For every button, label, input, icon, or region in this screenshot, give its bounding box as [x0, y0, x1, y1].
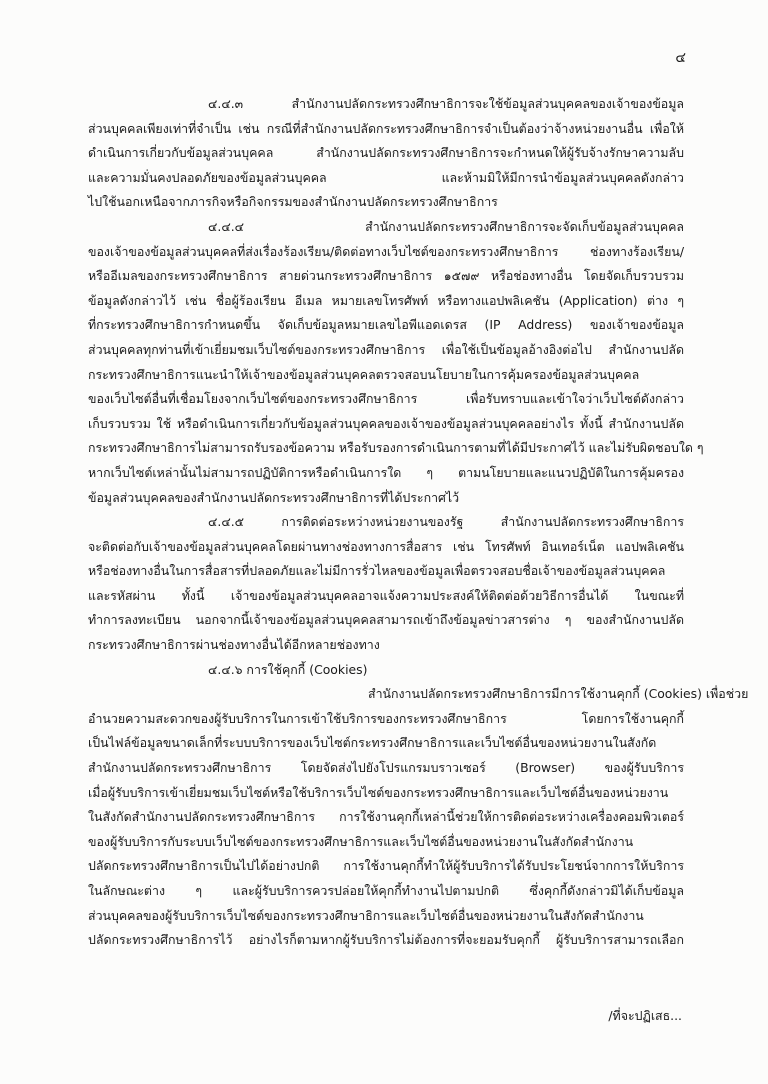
text-line: อำนวยความสะดวกของผู้รับบริการในการเข้าใช้บริการของกระทรวงศึกษาธิการ โดยการใช้งานคุกกี้: [88, 710, 684, 726]
text-line: ข้อมูลดังกล่าวไว้ เช่น ชื่อผู้ร้องเรียน อีเมล หมายเลขโทรศัพท์ หรือทางแอปพลิเคชัน (Application) ต่าง ๆ: [88, 292, 684, 308]
text-line: ๔.๔.๔ สำนักงานปลัดกระทรวงศึกษาธิการจะจัดเก็บข้อมูลส่วนบุคคล: [208, 218, 684, 234]
text-line: เมื่อผู้รับบริการเข้าเยี่ยมชมเว็บไซต์หรือใช้บริการเว็บไซต์ของกระทรวงศึกษาธิการและเว็บไซต์อื่นของหน่วยงาน: [88, 784, 669, 800]
text-line: ส่วนบุคคลทุกท่านที่เข้าเยี่ยมชมเว็บไซต์ของกระทรวงศึกษาธิการ เพื่อใช้เป็นข้อมูลอ้างอิงต่อไป สำนักงานปลัด: [88, 341, 684, 357]
text-line: เป็นไฟล์ข้อมูลขนาดเล็กที่ระบบบริการของเว็บไซต์กระทรวงศึกษาธิการและเว็บไซต์อื่นของหน่วยงานในสังกัด: [88, 735, 657, 751]
text-line: ที่กระทรวงศึกษาธิการกำหนดขึ้น จัดเก็บข้อมูลหมายเลขไอพีแอดเดรส (IP Address) ของเจ้าของข้อมูล: [88, 317, 684, 333]
text-line: ส่วนบุคคลของผู้รับบริการเว็บไซต์ของกระทรวงศึกษาธิการและเว็บไซต์อื่นของหน่วยงานในสังกัดสำนักงาน: [88, 907, 644, 923]
text-line: หรืออีเมลของกระทรวงศึกษาธิการ สายด่วนกระทรวงศึกษาธิการ ๑๕๗๙ หรือช่องทางอื่น โดยจัดเก็บรวบรวม: [88, 268, 684, 284]
text-line: และความมั่นคงปลอดภัยของข้อมูลส่วนบุคคล และห้ามมิให้มีการนำข้อมูลส่วนบุคคลดังกล่าว: [88, 169, 684, 185]
text-line: เก็บรวบรวม ใช้ หรือดำเนินการเกี่ยวกับข้อมูลส่วนบุคคลของเจ้าของข้อมูลส่วนบุคคลอย่างไร ทั้งนี้ สำนักงานปลัด: [88, 415, 684, 431]
text-line: ของเจ้าของข้อมูลส่วนบุคคลที่ส่งเรื่องร้องเรียน/ติดต่อทางเว็บไซต์ของกระทรวงศึกษาธิการ ช่องทางร้องเรียน/: [88, 243, 684, 259]
text-line: สำนักงานปลัดกระทรวงศึกษาธิการมีการใช้งานคุกกี้ (Cookies) เพื่อช่วย: [368, 686, 749, 702]
text-line: ๔.๔.๓ สำนักงานปลัดกระทรวงศึกษาธิการจะใช้ข้อมูลส่วนบุคคลของเจ้าของข้อมูล: [208, 96, 684, 111]
text-line: ทำการลงทะเบียน นอกจากนี้เจ้าของข้อมูลส่วนบุคคลสามารถเข้าถึงข้อมูลข่าวสารต่าง ๆ ของสำนักงานปลัด: [88, 612, 684, 628]
text-line: ในสังกัดสำนักงานปลัดกระทรวงศึกษาธิการ การใช้งานคุกกี้เหล่านี้ช่วยให้การติดต่อระหว่างเครื่องคอมพิวเตอร์: [88, 809, 684, 825]
text-line: ในลักษณะต่าง ๆ และผู้รับบริการควรปล่อยให้คุกกี้ทำงานไปตามปกติ ซึ่งคุกกี้ดังกล่าวมิได้เก็บข้อมูล: [88, 883, 684, 898]
text-line: ๔.๔.๕ การติดต่อระหว่างหน่วยงานของรัฐ สำนักงานปลัดกระทรวงศึกษาธิการ: [208, 514, 684, 530]
text-line: ส่วนบุคคลเพียงเท่าที่จำเป็น เช่น กรณีที่สำนักงานปลัดกระทรวงศึกษาธิการจำเป็นต้องว่าจ้างหน่วยงานอื่น เพื่อให้: [88, 120, 684, 136]
text-line: สำนักงานปลัดกระทรวงศึกษาธิการ โดยจัดส่งไปยังโปรแกรมบราวเซอร์ (Browser) ของผู้รับบริการ: [88, 760, 684, 776]
text-line: หากเว็บไซต์เหล่านั้นไม่สามารถปฏิบัติการหรือดำเนินการใด ๆ ตามนโยบายและแนวปฏิบัติในการคุ้มครอง: [88, 464, 684, 480]
text-line: ปลัดกระทรวงศึกษาธิการเป็นไปได้อย่างปกติ การใช้งานคุกกี้ทำให้ผู้รับบริการได้รับประโยชน์จากการให้บริการ: [88, 858, 684, 874]
text-line: ๔.๔.๖ การใช้คุกกี้ (Cookies): [208, 661, 368, 677]
text-line: ของเว็บไซต์อื่นที่เชื่อมโยงจากเว็บไซต์ของกระทรวงศึกษาธิการ เพื่อรับทราบและเข้าใจว่าเว็บไซต์ดังกล่าว: [88, 391, 684, 407]
text-line: หรือช่องทางอื่นในการสื่อสารที่ปลอดภัยและไม่มีการรั่วไหลของข้อมูลเพื่อตรวจสอบชื่อเจ้าของข้อมูลส่วนบุคคล: [88, 563, 666, 579]
text-line: กระทรวงศึกษาธิการไม่สามารถรับรองข้อความ หรือรับรองการดำเนินการตามที่ได้มีประกาศไว้ และไม่รับผิดชอบใด ๆ: [88, 440, 704, 456]
text-line: ข้อมูลส่วนบุคคลของสำนักงานปลัดกระทรวงศึกษาธิการที่ได้ประกาศไว้: [88, 489, 460, 505]
text-line: จะติดต่อกับเจ้าของข้อมูลส่วนบุคคลโดยผ่านทางช่องทางการสื่อสาร เช่น โทรศัพท์ อินเทอร์เน็ต แอปพลิเคชัน: [88, 538, 684, 554]
page-number: ๔: [675, 50, 686, 66]
text-line: ดำเนินการเกี่ยวกับข้อมูลส่วนบุคคล สำนักงานปลัดกระทรวงศึกษาธิการจะกำหนดให้ผู้รับจ้างรักษาความลับ: [88, 145, 684, 161]
text-line: ไปใช้นอกเหนือจากภารกิจหรือกิจกรรมของสำนักงานปลัดกระทรวงศึกษาธิการ: [88, 194, 498, 210]
text-line: กระทรวงศึกษาธิการผ่านช่องทางอื่นได้อีกหลายช่องทาง: [88, 637, 380, 653]
text-line: และรหัสผ่าน ทั้งนี้ เจ้าของข้อมูลส่วนบุคคลอาจแจ้งความประสงค์ให้ติดต่อด้วยวิธีการอื่นได้ ในขณะที่: [88, 587, 684, 603]
body-text: [88, 92, 749, 953]
text-line: ของผู้รับบริการกับระบบเว็บไซต์ของกระทรวงศึกษาธิการและเว็บไซต์อื่นของหน่วยงานในสังกัดสำนักงาน: [88, 833, 634, 849]
continuation-note: /ที่จะปฏิเสธ...: [608, 1008, 682, 1023]
text-line: ปลัดกระทรวงศึกษาธิการไว้ อย่างไรก็ตามหากผู้รับบริการไม่ต้องการที่จะยอมรับคุกกี้ ผู้รับบริการสามารถเลือก: [88, 932, 684, 948]
text-line: กระทรวงศึกษาธิการแนะนำให้เจ้าของข้อมูลส่วนบุคคลตรวจสอบนโยบายในการคุ้มครองข้อมูลส่วนบุคคล: [88, 366, 640, 382]
